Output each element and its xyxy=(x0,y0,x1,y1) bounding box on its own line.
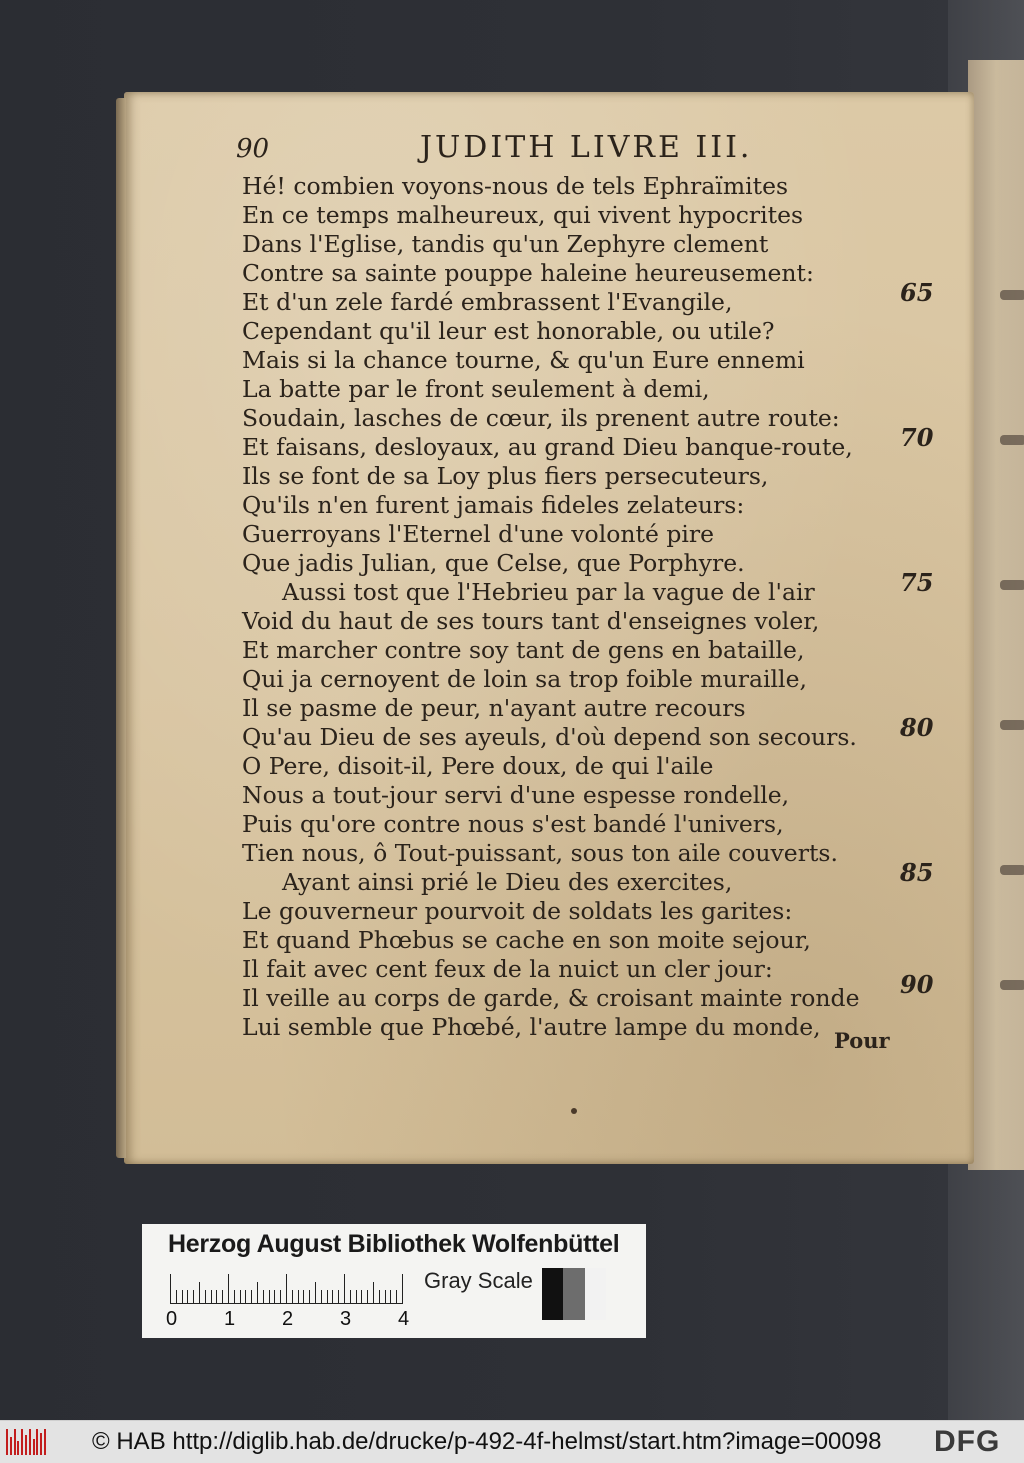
ruler-tick xyxy=(338,1290,339,1304)
hab-logo-icon[interactable] xyxy=(6,1429,48,1455)
ruler-tick xyxy=(356,1290,357,1304)
verse-line: En ce temps malheureux, qui vivent hypocrites xyxy=(242,201,804,229)
ruler-tick xyxy=(257,1282,258,1304)
verse-line: Dans l'Eglise, tandis qu'un Zephyre clement xyxy=(242,230,769,258)
verse-line: Que jadis Julian, que Celse, que Porphyre. xyxy=(242,549,745,577)
ruler-tick xyxy=(251,1290,252,1304)
logo-bar xyxy=(17,1441,19,1455)
logo-bar xyxy=(40,1433,42,1455)
logo-bar xyxy=(21,1429,23,1455)
verse-line: Ayant ainsi prié le Dieu des exercites, xyxy=(282,868,733,896)
ruler-tick xyxy=(350,1290,351,1304)
page-title: JUDITH LIVRE III. xyxy=(420,130,753,165)
ruler-tick xyxy=(332,1290,333,1304)
ruler-tick xyxy=(402,1274,403,1304)
ruler-tick xyxy=(292,1290,293,1304)
ruler-tick xyxy=(390,1290,391,1304)
ruler-tick xyxy=(205,1290,206,1304)
verse-line: Tien nous, ô Tout-puissant, sous ton aile couverts. xyxy=(242,839,838,867)
verse-line: Contre sa sainte pouppe haleine heureusement: xyxy=(242,259,814,287)
ink-dot xyxy=(571,1108,577,1114)
ruler-tick xyxy=(263,1290,264,1304)
page-number: 90 xyxy=(236,134,270,164)
footer-bar xyxy=(0,1420,1024,1463)
ruler-tick xyxy=(269,1290,270,1304)
verse-line: Cependant qu'il leur est honorable, ou utile? xyxy=(242,317,775,345)
verse-line: Et marcher contre soy tant de gens en bataille, xyxy=(242,636,805,664)
ruler-tick xyxy=(309,1290,310,1304)
gray-scale-swatch xyxy=(542,1268,606,1320)
logo-bar xyxy=(25,1435,27,1455)
verse-line: Qu'ils n'en furent jamais fideles zelateurs: xyxy=(242,491,745,519)
ruler-tick xyxy=(379,1290,380,1304)
dfg-logo[interactable]: DFG xyxy=(934,1425,1001,1458)
logo-bar xyxy=(10,1437,12,1455)
book-page xyxy=(124,92,974,1164)
verse-line: Lui semble que Phœbé, l'autre lampe du monde, xyxy=(242,1013,821,1041)
verse-line: Mais si la chance tourne, & qu'un Eure ennemi xyxy=(242,346,805,374)
institution-name: Herzog August Bibliothek Wolfenbüttel xyxy=(168,1230,620,1258)
color-reference-card xyxy=(142,1224,646,1338)
line-number: 85 xyxy=(900,858,934,887)
ruler-scale xyxy=(170,1270,410,1304)
verse-line: Qui ja cernoyent de loin sa trop foible muraille, xyxy=(242,665,807,693)
ruler-number: 0 xyxy=(166,1308,178,1330)
logo-bar xyxy=(33,1439,35,1455)
ruler-tick xyxy=(274,1290,275,1304)
ruler-tick xyxy=(303,1290,304,1304)
verse-line: Puis qu'ore contre nous s'est bandé l'univers, xyxy=(242,810,784,838)
verse-line: Hé! combien voyons-nous de tels Ephraïmites xyxy=(242,172,789,200)
ruler-tick xyxy=(361,1290,362,1304)
logo-bar xyxy=(44,1429,46,1455)
ruler-tick xyxy=(170,1274,171,1304)
ruler-tick xyxy=(327,1290,328,1304)
ruler-tick xyxy=(396,1290,397,1304)
verse-line: Qu'au Dieu de ses ayeuls, d'où depend son secours. xyxy=(242,723,857,751)
ruler-number: 4 xyxy=(398,1308,410,1330)
line-number: 75 xyxy=(900,568,934,597)
line-number: 90 xyxy=(900,970,934,999)
ruler-tick xyxy=(373,1282,374,1304)
line-number: 80 xyxy=(900,713,934,742)
ruler-tick xyxy=(280,1290,281,1304)
verse-line: Et d'un zele fardé embrassent l'Evangile, xyxy=(242,288,733,316)
verse-line: La batte par le front seulement à demi, xyxy=(242,375,710,403)
ruler-tick xyxy=(222,1290,223,1304)
verse-line: Aussi tost que l'Hebrieu par la vague de l'air xyxy=(282,578,815,606)
gray-scale-label: Gray Scale xyxy=(424,1268,533,1293)
logo-bar xyxy=(29,1429,31,1455)
running-head xyxy=(124,130,974,170)
verse-line: Il veille au corps de garde, & croisant mainte ronde xyxy=(242,984,860,1012)
gray-patch-mid xyxy=(563,1268,584,1320)
verse-line: O Pere, disoit-il, Pere doux, de qui l'aile xyxy=(242,752,714,780)
gray-patch-dark xyxy=(542,1268,563,1320)
ruler-tick xyxy=(234,1290,235,1304)
ruler-tick xyxy=(321,1290,322,1304)
ruler-tick xyxy=(193,1290,194,1304)
logo-bar xyxy=(6,1429,8,1455)
footer-copyright-link[interactable]: © HAB http://diglib.hab.de/drucke/p-492-4f-helmst/start.htm?image=00098 xyxy=(92,1428,882,1455)
ruler-tick xyxy=(385,1290,386,1304)
ruler-tick xyxy=(187,1290,188,1304)
ruler-tick xyxy=(245,1290,246,1304)
verse-line: Nous a tout-jour servi d'une espesse rondelle, xyxy=(242,781,790,809)
verse-line: Void du haut de ses tours tant d'enseignes voler, xyxy=(242,607,820,635)
line-number: 70 xyxy=(900,423,934,452)
ruler-number: 1 xyxy=(224,1308,236,1330)
ruler-tick xyxy=(211,1290,212,1304)
ruler-tick xyxy=(228,1274,229,1304)
verse-line: Il se pasme de peur, n'ayant autre recours xyxy=(242,694,746,722)
verse-line: Soudain, lasches de cœur, ils prenent autre route: xyxy=(242,404,840,432)
verse-line: Ils se font de sa Loy plus fiers persecuteurs, xyxy=(242,462,769,490)
ruler-tick xyxy=(176,1290,177,1304)
verse-line: Il fait avec cent feux de la nuict un cler jour: xyxy=(242,955,773,983)
ruler-tick xyxy=(344,1274,345,1304)
verse-line: Le gouverneur pourvoit de soldats les garites: xyxy=(242,897,793,925)
ruler-number: 3 xyxy=(340,1308,352,1330)
ruler-tick xyxy=(367,1290,368,1304)
ruler-tick xyxy=(286,1274,287,1304)
ruler-tick xyxy=(216,1290,217,1304)
verse-line: Guerroyans l'Eternel d'une volonté pire xyxy=(242,520,715,548)
catchword: Pour xyxy=(834,1028,890,1053)
ruler-tick xyxy=(298,1290,299,1304)
verse-line: Et quand Phœbus se cache en son moite sejour, xyxy=(242,926,811,954)
gray-patch-light xyxy=(585,1268,606,1320)
line-number: 65 xyxy=(900,278,934,307)
ruler-tick xyxy=(199,1282,200,1304)
ruler-number: 2 xyxy=(282,1308,294,1330)
ruler-tick xyxy=(182,1290,183,1304)
ruler-tick xyxy=(240,1290,241,1304)
verse-line: Et faisans, desloyaux, au grand Dieu banque-route, xyxy=(242,433,853,461)
ruler-baseline xyxy=(170,1303,402,1304)
ruler-tick xyxy=(315,1282,316,1304)
logo-bar xyxy=(36,1429,38,1455)
logo-bar xyxy=(14,1429,16,1455)
